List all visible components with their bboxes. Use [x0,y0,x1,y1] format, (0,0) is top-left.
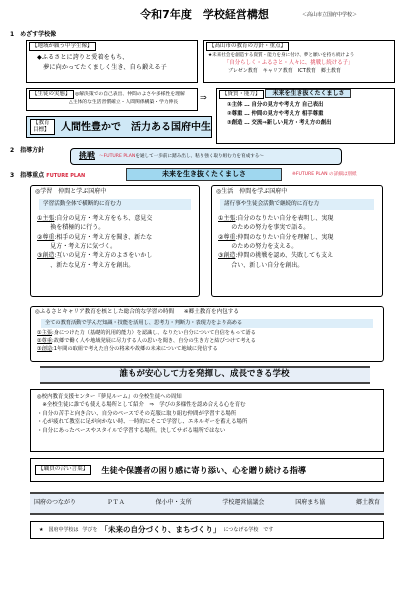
community-link: ＰＴＡ [106,499,125,506]
learning-item-text: 見方・考え方に気づく。 [50,242,117,250]
support-line: ・自分にあったペースやスタイルで学習する場所。決してサボる場所ではない [37,427,226,434]
learning-heading: ◎学習 仲間と学ぶ国府中 [35,188,107,195]
career-note: ※郷土教育を内包する [183,309,239,315]
ideal-line-2: 夢に向かってたくましく生き、自ら鍛える子 [37,64,167,72]
bottom-statement [30,521,384,539]
learning-item-text: 、新たな見方・考え方を創出。 [50,261,135,269]
learning-item [37,214,193,223]
policy-line-2: 「自分らしく・ふるさと・人々に、挑戦し続ける子」 [224,60,354,67]
career-item [37,338,377,346]
career-item-key: ③創造 [37,345,53,352]
section-3-label: 3 指導重点 [10,172,45,179]
learning-box [30,185,200,297]
learning-item-key: ③創造 [37,252,55,260]
life-item [218,261,376,270]
support-center-box [30,389,384,452]
reality-line-2: △主体的な生活習慣確立・人間関係構築・学力伸長 [69,100,179,106]
community-link: 郷土教育 [355,499,380,506]
section-3-heading [10,172,85,180]
bottom-key: 「未来の自分づくり、まちづくり」 [100,525,221,535]
life-item-key: ③創造 [218,252,236,260]
community-link: 国府のつながり [34,499,77,506]
learning-item [37,242,193,251]
career-subheading: 全ての教育活動で学んだ知識・技能を活用し、思考力・判断力・表現力をより高める [41,319,373,328]
learning-item [37,251,193,260]
career-item-text: :1年間の取組で考えた自分の将来や故郷の未来について地域に発信する [52,345,218,352]
support-line: ※全校生徒に誰でも使える場所として紹介 ⇒ 学びの多様性を認め合える心を育む [37,402,246,409]
support-line: ・自分の苦手と向き合い、自分のペースでその克服に取り組む仲間が学習する場所 [37,410,237,417]
school-slogan: 誰もが安心して力を発揮し、成長できる学校 [119,369,290,379]
section-2-heading: 2 指導方針 [10,147,45,154]
staff-motto-tag: 【職員の合い言葉】 [35,465,91,474]
future-banner: 未来を生き抜くたくましさ [126,168,282,181]
community-link: 学校運営協議会 [222,499,265,506]
career-item-key: ②尊重 [37,337,53,344]
community-links [34,499,380,507]
reality-tag: 【生徒の実態】 [29,90,74,99]
life-item-text: :仲間の挑戦を認め、失敗しても支え [235,252,334,260]
learning-item [37,223,193,232]
life-item [218,223,376,232]
life-heading: ◎生活 仲間を学ぶ国府中 [216,188,288,195]
section-1-heading: 1 めざす学校像 [10,31,57,38]
learning-item-text: 換を積極的に行う。 [50,224,105,232]
life-list [212,211,382,273]
life-item-text: のための努力を支える。 [231,242,298,250]
life-item-key: ①主張 [218,215,236,223]
policy-line-1: ★未来社会を創造する資質・能力を身に付け、夢と願いを持ち続けよう [208,53,355,59]
life-item [218,242,376,251]
city-policy-tag: 【高山市の教育の方針・重点】 [206,42,289,51]
learning-item-text: :自分の見方・考え方をもち、意見交 [54,215,153,223]
career-list [31,329,383,354]
life-item-text: のための努力を事実で語る。 [231,224,310,232]
challenge-text: を通して一歩前に踏み出し、粘り強く取り組む力を育成する～ [135,153,264,159]
life-item-text: :自分のなりたい自分を表明し、実現 [235,215,334,223]
qualities-tag: 【資質・能力】 [219,90,264,99]
career-item-text: :故郷で働く人や地域発展に尽力する人の思いを聞き、自分の生き方と結びつけて考える [52,337,256,344]
education-goal-box [26,116,212,138]
school-name: ＜高山市立国府中学校＞ [301,12,357,18]
career-item-key: ①主張 [37,330,53,337]
ideal-line-1: ◆ふるさとに誇りと愛着をもち、 [37,54,129,62]
future-plan-label: FUTURE PLAN [46,173,86,179]
goal-tag: 【教育目標】 [30,119,55,135]
learning-list [31,211,199,273]
plan-detail-note [292,172,357,178]
life-item [218,251,376,260]
page-title: 令和7年度 学校経営構想 [140,8,269,21]
city-policy-box [203,40,395,83]
support-line: ・心が疲れて教室に足が向かない時、一時的にそこで学習し、エネルギーを蓄える場所 [37,419,248,426]
challenge-plan: ～FUTURE PLAN [99,153,136,159]
learning-subheading: 学習活動全体で横断的に育む力 [39,199,191,210]
life-item-text: 合い、新しい自分を創出。 [231,261,304,269]
ideal-student-box [26,40,198,83]
learning-item [37,233,193,242]
student-reality-box [26,88,198,111]
learning-item-text: :互いの見方・考え方のよさをいかし [54,252,153,260]
learning-item-key: ②尊重 [37,233,55,241]
learning-item-key: ①主張 [37,215,55,223]
life-box [211,185,383,297]
support-line: ◎校内教育支援センター『夢見ルーム』の全校生徒への周知 [37,394,182,400]
support-list [31,390,383,438]
reality-line-1: ◎解決策での自己表出、仲間のよさや多様性を理解 [75,92,185,97]
quality-line-2: ②尊重 … 仲間の見方や考え方 相手尊重 [227,111,324,118]
learning-item [37,261,193,270]
qualities-box [216,88,395,144]
challenge-word: 挑戦 [79,151,95,161]
education-goal: 人間性豊かで 活力ある国府中生 [61,121,211,133]
life-item [218,233,376,242]
bottom-post: につなげる学校 です [223,526,274,533]
life-item-key: ②尊重 [218,233,236,241]
plan-detail-text: ※FUTURE PLAN の詳細は別紙 [292,172,357,177]
life-subheading: 諸行事や生徒会活動で継続的に育む力 [220,199,374,210]
arrow-icon: ⇒ [200,93,207,102]
career-box [30,306,384,362]
career-heading: ◎ふるさとキャリア教育を核とした総合的な学習の時間 [35,309,175,315]
life-item-text: :仲間のなりたい自分を理解し、実現 [235,233,334,241]
staff-motto-box [30,458,384,482]
staff-motto: 生徒や保護者の困り感に寄り添い、心を贈り続ける指導 [101,464,307,475]
career-item-text: :身につけた力（基礎的汎用的能力）を認識し、なりたい自分について自信をもって語る [52,330,256,337]
ideal-student-tag: 【地域が願う中学生像】 [29,42,96,51]
life-item [218,214,376,223]
quality-line-3: ③創造 … 交流⇒新しい見方・考え方の創出 [227,120,332,127]
career-item [37,330,377,338]
bottom-mid: 学びを [82,526,98,533]
bottom-pre: ★ 国府中学校は [39,526,79,533]
career-item [37,346,377,354]
qualities-title: 未来を生き抜くたくましさ [265,89,351,98]
community-link: 保小中・支所 [155,499,192,506]
quality-line-1: ①主体 … 自分の見方や考え方 自己表出 [227,102,324,109]
challenge-box [70,148,342,165]
community-link: 国府まち協 [295,499,326,506]
policy-line-3: ブレゼン教育 キャリア教育 ICT教育 郷土教育 [228,68,341,75]
learning-item-text: :相手の見方・考え方を聞き、新たな [54,233,153,241]
